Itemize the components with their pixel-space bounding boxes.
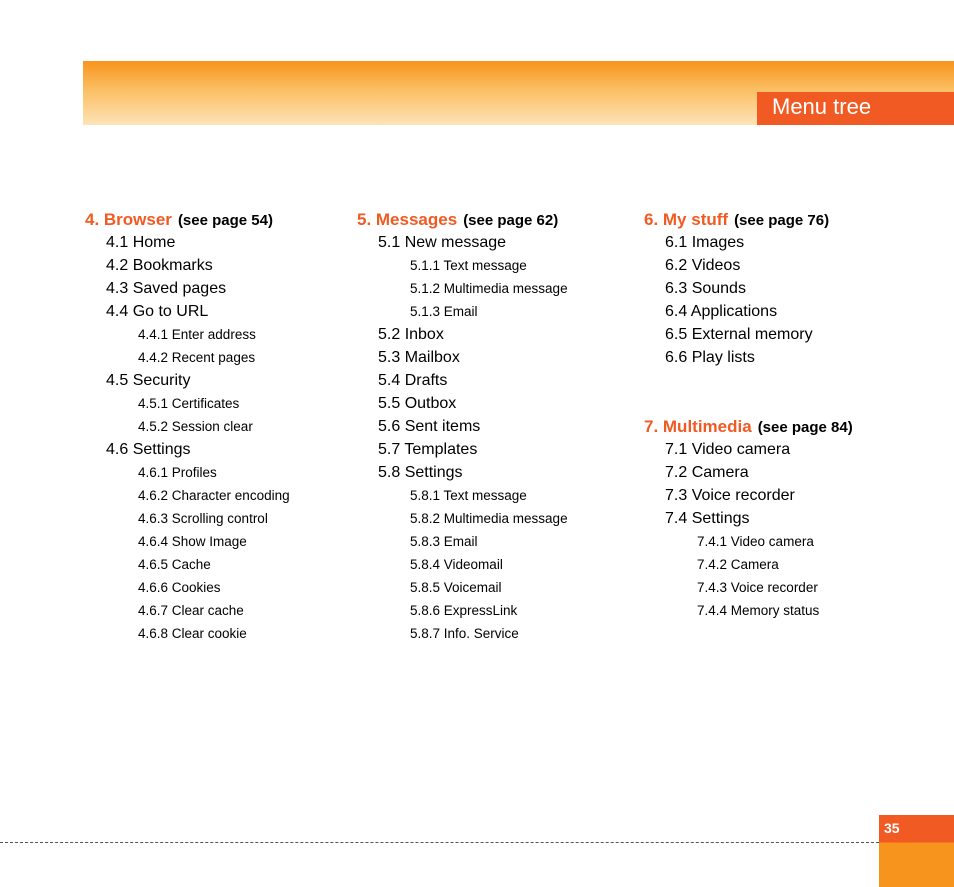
- section-title: 6. My stuff: [644, 210, 729, 229]
- submenu-item: 7.4.3 Voice recorder: [697, 580, 818, 595]
- menu-item: 5.7 Templates: [378, 441, 478, 458]
- section-page-ref: (see page 62): [463, 212, 559, 229]
- menu-column-3: [644, 208, 853, 622]
- menu-item: 6.3 Sounds: [665, 280, 746, 297]
- menu-item: 5.5 Outbox: [378, 395, 457, 412]
- menu-item: 4.4 Go to URL: [106, 303, 209, 320]
- submenu-item: 4.6.6 Cookies: [138, 580, 221, 595]
- section-heading: [644, 208, 853, 231]
- menu-column-1: [85, 208, 290, 645]
- submenu-item: 4.6.2 Character encoding: [138, 488, 290, 503]
- submenu-item: 5.1.2 Multimedia message: [410, 281, 568, 296]
- menu-item: 7.4 Settings: [665, 510, 750, 527]
- menu-item: 5.3 Mailbox: [378, 349, 460, 366]
- menu-item: 4.2 Bookmarks: [106, 257, 213, 274]
- page-title: Menu tree: [757, 92, 954, 125]
- submenu-item: 4.6.3 Scrolling control: [138, 511, 268, 526]
- submenu-item: 4.6.1 Profiles: [138, 465, 217, 480]
- menu-item: 6.4 Applications: [665, 303, 778, 320]
- menu-item: 6.1 Images: [665, 234, 745, 251]
- menu-item: 5.4 Drafts: [378, 372, 448, 389]
- submenu-item: 4.6.5 Cache: [138, 557, 211, 572]
- page-number-badge: [879, 815, 954, 887]
- page-number: 35: [884, 820, 900, 836]
- submenu-item: 5.8.1 Text message: [410, 488, 527, 503]
- section-heading: [644, 415, 853, 438]
- menu-item: 5.2 Inbox: [378, 326, 444, 343]
- submenu-item: 5.8.4 Videomail: [410, 557, 503, 572]
- section-page-ref: (see page 84): [757, 419, 853, 436]
- section-heading: [85, 208, 290, 231]
- submenu-item: 5.8.6 ExpressLink: [410, 603, 518, 618]
- menu-item: 5.1 New message: [378, 234, 507, 251]
- submenu-item: 5.8.2 Multimedia message: [410, 511, 568, 526]
- submenu-item: 7.4.1 Video camera: [697, 534, 814, 549]
- menu-item: 6.2 Videos: [665, 257, 741, 274]
- submenu-item: 4.5.1 Certificates: [138, 396, 240, 411]
- section-title: 7. Multimedia: [644, 417, 752, 436]
- menu-item: 6.5 External memory: [665, 326, 813, 343]
- menu-item: 4.1 Home: [106, 234, 176, 251]
- submenu-item: 5.1.3 Email: [410, 304, 478, 319]
- section-spacer: [644, 369, 853, 415]
- submenu-item: 4.4.1 Enter address: [138, 327, 256, 342]
- submenu-item: 5.8.7 Info. Service: [410, 626, 519, 641]
- submenu-item: 7.4.4 Memory status: [697, 603, 820, 618]
- submenu-item: 4.6.7 Clear cache: [138, 603, 244, 618]
- menu-item: 6.6 Play lists: [665, 349, 755, 366]
- menu-item: 5.6 Sent items: [378, 418, 481, 435]
- menu-item: 7.2 Camera: [665, 464, 749, 481]
- submenu-item: 7.4.2 Camera: [697, 557, 779, 572]
- section-page-ref: (see page 54): [177, 212, 273, 229]
- menu-item: 4.3 Saved pages: [106, 280, 227, 297]
- menu-item: 7.3 Voice recorder: [665, 487, 795, 504]
- section-heading: [357, 208, 568, 231]
- menu-item: 4.6 Settings: [106, 441, 191, 458]
- footer-divider: [0, 842, 879, 843]
- submenu-item: 5.8.3 Email: [410, 534, 478, 549]
- section-title: 4. Browser: [85, 210, 172, 229]
- submenu-item: 5.8.5 Voicemail: [410, 580, 502, 595]
- menu-column-2: [357, 208, 568, 645]
- submenu-item: 4.4.2 Recent pages: [138, 350, 256, 365]
- section-title: 5. Messages: [357, 210, 458, 229]
- section-page-ref: (see page 76): [734, 212, 830, 229]
- submenu-item: 4.6.4 Show Image: [138, 534, 247, 549]
- submenu-item: 5.1.1 Text message: [410, 258, 527, 273]
- menu-item: 4.5 Security: [106, 372, 191, 389]
- submenu-item: 4.5.2 Session clear: [138, 419, 253, 434]
- menu-item: 7.1 Video camera: [665, 441, 791, 458]
- menu-item: 5.8 Settings: [378, 464, 463, 481]
- submenu-item: 4.6.8 Clear cookie: [138, 626, 247, 641]
